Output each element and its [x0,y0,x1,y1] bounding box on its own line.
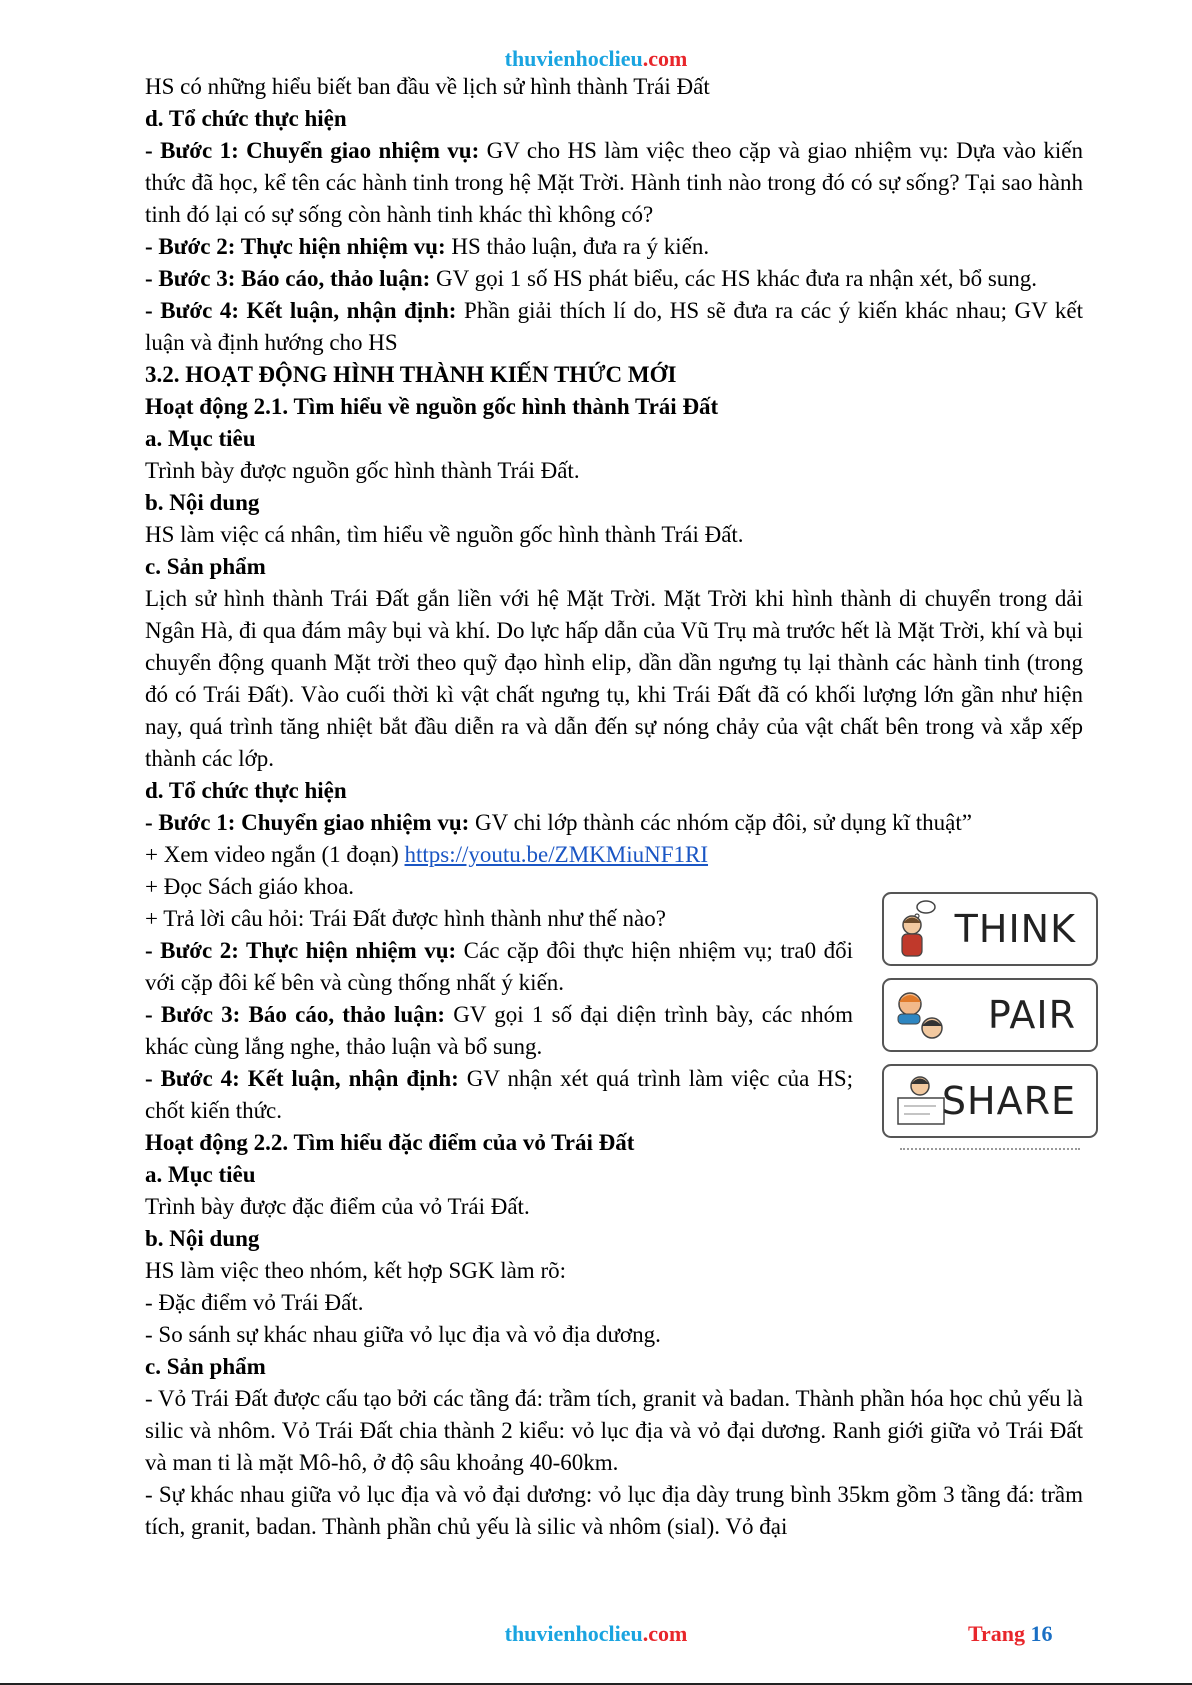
header-brand-name: thuvienhoclieu [504,46,643,71]
paragraph: HS làm việc cá nhân, tìm hiểu về nguồn gốc hình thành Trái Đất. [145,522,744,547]
think-label: THINK [954,907,1076,951]
share-card [882,1064,1098,1138]
step-paragraph [145,999,853,1063]
step-label: - Bước 4: Kết luận, nhận định: [145,298,457,323]
activity-heading: Hoạt động 2.2. Tìm hiểu đặc điểm của vỏ Trái Đất [145,1130,635,1155]
step-text: HS thảo luận, đưa ra ý kiến. [445,234,710,259]
paragraph: - Vỏ Trái Đất được cấu tạo bởi các tầng đá: trầm tích, granit và badan. Thành phần hóa học chủ yếu là silic và nhôm. Vỏ Trái Đất chia thành 2 kiểu: vỏ lục địa và vỏ đại dương. Ranh giới giữa vỏ Trái Đất và man ti là mặt Mô-hô, ở độ sâu khoảng 40-60km. [145,1386,1083,1475]
step-paragraph [145,263,1083,295]
page-number-value: 16 [1030,1621,1053,1646]
step-text: GV gọi 1 số HS phát biểu, các HS khác đưa ra nhận xét, bổ sung. [430,266,1038,291]
step-text: GV chi lớp thành các nhóm cặp đôi, sử dụng kĩ thuật” [469,810,972,835]
list-item: + Đọc Sách giáo khoa. [145,874,355,899]
step-label: - Bước 3: Báo cáo, thảo luận: [145,1002,446,1027]
think-pair-share-figure [882,892,1098,1154]
subsection-heading: a. Mục tiêu [145,1162,256,1187]
header-brand-domain: .com [642,46,688,71]
paragraph: Lịch sử hình thành Trái Đất gắn liền với hệ Mặt Trời. Mặt Trời khi hình thành di chuyển trong dải Ngân Hà, đi qua đám mây bụi và khí. Do lực hấp dẫn của Vũ Trụ mà trước hết là Mặt Trời, khí và bụi chuyển động quanh Mặt trời theo quỹ đạo hình elip, dần dần ngưng tụ lại thành các hành tinh (trong đó có Trái Đất). Vào cuối thời kì vật chất ngưng tụ, khi Trái Đất đã có khối lượng lớn gần như hiện nay, quá trình tăng nhiệt bắt đầu diễn ra và dẫn đến sự nóng chảy của vật chất bên trong và xắp xếp thành các lớp. [145,586,1083,771]
document-body [145,71,1083,1543]
list-item: - So sánh sự khác nhau giữa vỏ lục địa và vỏ địa dương. [145,1322,661,1347]
footer-brand-domain: .com [642,1621,688,1646]
step-paragraph [145,1063,853,1127]
list-item: + Trả lời câu hỏi: Trái Đất được hình thành như thế nào? [145,906,666,931]
subsection-heading: d. Tổ chức thực hiện [145,778,347,803]
list-item: - Đặc điểm vỏ Trái Đất. [145,1290,364,1315]
paragraph: - Sự khác nhau giữa vỏ lục địa và vỏ đại dương: vỏ lục địa dày trung bình 35km gồm 3 tầng đá: trầm tích, granit, badan. Thành phần chủ yếu là silic và nhôm (sial). Vỏ đại [145,1482,1083,1539]
paragraph: Trình bày được đặc điểm của vỏ Trái Đất. [145,1194,530,1219]
step-text: GV nhận xét quá trình làm việc của HS; chốt kiến thức. [145,1066,854,1123]
paragraph: HS có những hiểu biết ban đầu về lịch sử hình thành Trái Đất [145,74,710,99]
think-card [882,892,1098,966]
subsection-heading: c. Sản phẩm [145,554,266,579]
step-text: Các cặp đôi thực hiện nhiệm vụ; tra0 đổi với cặp đôi kế bên và cùng thống nhất ý kiến. [145,938,853,995]
step-paragraph [145,231,1083,263]
paragraph: HS làm việc theo nhóm, kết hợp SGK làm rõ: [145,1258,566,1283]
thinking-child-icon [892,898,950,960]
pair-card [882,978,1098,1052]
subsection-heading: a. Mục tiêu [145,426,256,451]
step-paragraph [145,935,853,999]
header-brand[interactable] [0,46,1192,72]
activity-heading: Hoạt động 2.1. Tìm hiểu về nguồn gốc hình thành Trái Đất [145,394,719,419]
step-label: - Bước 2: Thực hiện nhiệm vụ: [145,234,446,259]
list-item-text: + Xem video ngắn (1 đoạn) [145,842,405,867]
step-paragraph [145,135,1083,231]
paragraph: Trình bày được nguồn gốc hình thành Trái Đất. [145,458,580,483]
page-number [968,1621,1053,1647]
step-text: Phần giải thích lí do, HS sẽ đưa ra các ý kiến khác nhau; GV kết luận và định hướng cho HS [145,298,1083,355]
step-label: - Bước 4: Kết luận, nhận định: [145,1066,459,1091]
page-label: Trang [968,1621,1031,1646]
figure-caption-line [900,1148,1080,1154]
subsection-heading: b. Nội dung [145,490,260,515]
pair-label: PAIR [987,993,1076,1037]
subsection-heading: b. Nội dung [145,1226,260,1251]
step-paragraph [145,295,1083,359]
section-heading: 3.2. HOẠT ĐỘNG HÌNH THÀNH KIẾN THỨC MỚI [145,362,677,387]
step-paragraph [145,807,1083,839]
step-label: - Bước 3: Báo cáo, thảo luận: [145,266,431,291]
step-label: - Bước 2: Thực hiện nhiệm vụ: [145,938,457,963]
step-label: - Bước 1: Chuyển giao nhiệm vụ: [145,810,470,835]
footer-brand-name: thuvienhoclieu [504,1621,643,1646]
step-text: GV cho HS làm việc theo cặp và giao nhiệm vụ: Dựa vào kiến thức đã học, kể tên các hành tinh trong hệ Mặt Trời. Hành tinh nào trong đó có sự sống? Tại sao hành tinh đó lại có sự sống còn hành tinh khác thì không có? [145,138,1083,227]
step-text: GV gọi 1 số đại diện trình bày, các nhóm khác cùng lắng nghe, thảo luận và bổ sung. [145,1002,853,1059]
step-label: - Bước 1: Chuyển giao nhiệm vụ: [145,138,480,163]
share-label: SHARE [941,1079,1076,1123]
pair-children-icon [892,984,950,1046]
list-item [145,839,853,871]
video-link[interactable]: https://youtu.be/ZMKMiuNF1RI [404,842,709,867]
section-heading: d. Tổ chức thực hiện [145,106,347,131]
subsection-heading: c. Sản phẩm [145,1354,266,1379]
